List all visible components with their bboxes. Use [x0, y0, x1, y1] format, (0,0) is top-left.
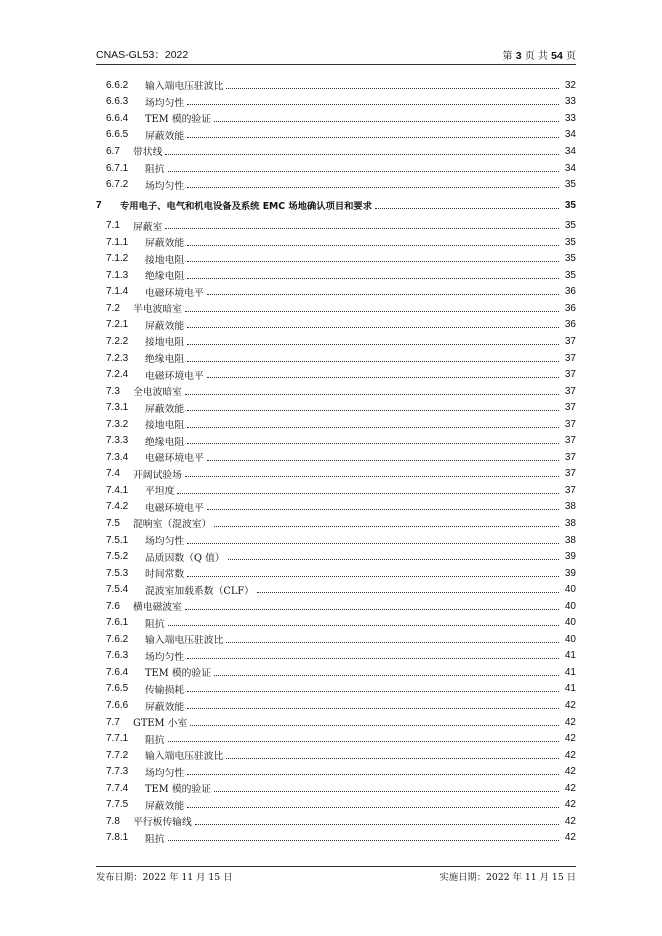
toc-entry[interactable] [96, 681, 576, 698]
toc-entry-number: 7.6.1 [106, 617, 129, 629]
toc-entry-page: 42 [564, 815, 576, 827]
toc-leader-dots [190, 725, 559, 726]
toc-leader-dots [187, 443, 559, 444]
toc-leader-dots [187, 658, 559, 659]
toc-entry-page: 33 [564, 112, 576, 124]
toc-entry[interactable] [96, 250, 576, 267]
toc-entry-number: 7.6.2 [106, 633, 129, 645]
toc-entry[interactable] [96, 143, 576, 160]
toc-entry-title: 阻抗 [145, 618, 165, 630]
toc-entry[interactable] [96, 515, 576, 532]
toc-entry[interactable] [96, 317, 576, 334]
toc-entry-page: 41 [564, 683, 576, 695]
toc-entry-title: 绝缘电阻 [145, 271, 185, 283]
toc-entry-number: 7.5 [106, 517, 120, 529]
toc-entry-number: 7.2.4 [106, 369, 129, 381]
page-current: 3 [515, 50, 522, 62]
toc-entry[interactable] [96, 499, 576, 516]
toc-leader-dots [168, 171, 559, 172]
toc-entry-number: 7.1.4 [106, 286, 129, 298]
toc-entry-page: 32 [564, 79, 576, 91]
toc-entry-page: 40 [564, 617, 576, 629]
toc-entry-title: 屏蔽效能 [145, 701, 185, 713]
toc-entry[interactable] [96, 234, 576, 251]
toc-entry-number: 6.7.2 [106, 179, 129, 191]
toc-entry[interactable] [96, 300, 576, 317]
toc-entry-page: 39 [564, 551, 576, 563]
toc-entry-number: 7.2.2 [106, 335, 129, 347]
toc-entry-number: 6.7 [106, 145, 120, 157]
toc-entry-number: 6.6.4 [106, 112, 129, 124]
toc-leader-dots [187, 708, 559, 709]
toc-entry-title: 绝缘电阻 [145, 354, 185, 366]
toc-entry-number: 7.2.1 [106, 319, 129, 331]
toc-entry[interactable] [96, 664, 576, 681]
toc-leader-dots [187, 807, 559, 808]
toc-leader-dots [187, 410, 559, 411]
toc-entry-page: 37 [564, 402, 576, 414]
toc-entry[interactable] [96, 267, 576, 284]
toc-leader-dots [228, 559, 559, 560]
toc-entry-title: 输入端电压驻波比 [145, 81, 224, 93]
toc-leader-dots [187, 691, 559, 692]
toc-entry-title: 时间常数 [145, 569, 185, 581]
toc-leader-dots [168, 840, 559, 841]
toc-entry-number: 7.7.5 [106, 799, 129, 811]
toc-entry-number: 6.6.3 [106, 96, 129, 108]
toc-entry-number: 7.3.4 [106, 451, 129, 463]
toc-entry[interactable] [96, 813, 576, 830]
toc-entry-title: 电磁环境电平 [145, 502, 204, 514]
toc-entry-page: 38 [564, 517, 576, 529]
toc-entry[interactable] [96, 830, 576, 847]
toc-entry-page: 41 [564, 666, 576, 678]
toc-entry-page: 34 [564, 129, 576, 141]
toc-entry-number: 7.7.3 [106, 766, 129, 778]
toc-entry-page: 37 [564, 335, 576, 347]
toc-entry-page: 42 [564, 766, 576, 778]
toc-entry-title: 场均匀性 [145, 536, 185, 548]
toc-entry-number: 7.7.1 [106, 733, 129, 745]
page-indicator [503, 47, 576, 62]
toc-entry-page: 35 [564, 253, 576, 265]
toc-entry-page: 34 [564, 162, 576, 174]
toc-entry[interactable] [96, 160, 576, 177]
page-header [96, 44, 576, 65]
toc-entry-page: 34 [564, 145, 576, 157]
toc-entry-page: 37 [564, 385, 576, 397]
toc-leader-dots [185, 311, 559, 312]
toc-entry-title: 接地电阻 [145, 420, 185, 432]
toc-leader-dots [187, 344, 559, 345]
toc-entry[interactable] [96, 127, 576, 144]
toc-leader-dots [214, 526, 559, 527]
toc-leader-dots [207, 509, 559, 510]
toc-leader-dots [187, 774, 559, 775]
toc-entry[interactable] [96, 284, 576, 301]
toc-entry-page: 35 [564, 179, 576, 191]
toc-leader-dots [214, 675, 559, 676]
toc-entry[interactable] [96, 482, 576, 499]
toc-entry[interactable] [96, 648, 576, 665]
toc-entry-title: 接地电阻 [145, 254, 185, 266]
toc-entry-title: 屏蔽效能 [145, 403, 185, 415]
toc-entry-number: 7.4.2 [106, 501, 129, 513]
toc-entry[interactable] [96, 399, 576, 416]
toc-entry-number: 7.1.1 [106, 236, 129, 248]
toc-entry-title: 场均匀性 [145, 767, 185, 779]
toc-entry-title: 阻抗 [145, 164, 165, 175]
toc-leader-dots [165, 228, 559, 229]
toc-leader-dots [187, 361, 559, 362]
toc-entry[interactable] [96, 366, 576, 383]
toc-entry-number: 7.4.1 [106, 484, 129, 496]
toc-entry-title: 混波室加载系数（CLF） [145, 585, 254, 597]
page-total: 54 [551, 50, 563, 62]
toc-entry-number: 7.2 [106, 302, 120, 314]
toc-entry-title: 阻抗 [145, 833, 165, 845]
toc-entry-title: 屏蔽效能 [145, 130, 185, 142]
toc-entry-number: 7.1.3 [106, 269, 129, 281]
toc-entry-number: 7.7 [106, 716, 120, 728]
toc-entry-title: 屏蔽效能 [145, 238, 185, 250]
toc-entry-title: 带状线 [133, 147, 163, 159]
toc-entry-title: 场均匀性 [145, 97, 185, 109]
toc-entry[interactable] [96, 217, 576, 234]
toc-entry-title: 阻抗 [145, 734, 165, 746]
toc-leader-dots [185, 609, 559, 610]
toc-entry-title: GTEM 小室 [133, 718, 188, 730]
toc-entry-title: 全电波暗室 [133, 387, 182, 399]
toc-entry[interactable] [96, 532, 576, 549]
toc-entry-page: 35 [564, 269, 576, 281]
toc-entry-number: 7.3.3 [106, 435, 129, 447]
toc-entry-title: TEM 模的验证 [145, 668, 212, 680]
toc-entry[interactable] [96, 631, 576, 648]
toc-entry-title: 电磁环境电平 [145, 453, 204, 465]
toc-entry-title: 输入端电压驻波比 [145, 635, 224, 647]
toc-entry-title: 电磁环境电平 [145, 370, 204, 382]
toc-entry-page: 42 [564, 716, 576, 728]
toc-leader-dots [257, 592, 559, 593]
toc-entry-number: 6.6.5 [106, 129, 129, 141]
toc-entry-number: 7.1.2 [106, 253, 129, 265]
toc-leader-dots [187, 187, 559, 188]
page-prefix: 第 [502, 51, 513, 62]
toc-entry-page: 33 [564, 96, 576, 108]
toc-entry-page: 37 [564, 369, 576, 381]
toc-entry-page: 42 [564, 733, 576, 745]
toc-leader-dots [226, 642, 559, 643]
page-footer [96, 866, 576, 883]
toc-entry-number: 7.6.5 [106, 683, 129, 695]
toc-entry[interactable] [96, 197, 576, 214]
toc-entry-page: 37 [564, 468, 576, 480]
toc-entry-number: 6.6.2 [106, 79, 129, 91]
toc-entry[interactable] [96, 615, 576, 632]
toc-leader-dots [168, 625, 559, 626]
toc-entry-page: 40 [564, 600, 576, 612]
toc-entry-page: 37 [564, 435, 576, 447]
toc-entry[interactable] [96, 548, 576, 565]
toc-entry[interactable] [96, 730, 576, 747]
toc-entry-title: 绝缘电阻 [145, 436, 185, 448]
toc-entry-title: 输入端电压驻波比 [145, 751, 224, 763]
toc-entry-title: 传输损耗 [145, 684, 185, 696]
toc-entry[interactable] [96, 449, 576, 466]
toc-leader-dots [375, 208, 559, 209]
toc-entry-number: 7.6.6 [106, 700, 129, 711]
toc-leader-dots [168, 741, 559, 742]
toc-entry[interactable] [96, 383, 576, 400]
toc-entry-number: 7.6.3 [106, 650, 129, 662]
toc-entry-page: 35 [564, 220, 576, 232]
effective-date: 实施日期：2022 年 11 月 15 日 [439, 872, 576, 883]
toc-entry-title: 混响室（混波室） [133, 519, 212, 531]
toc-entry-page: 42 [564, 832, 576, 844]
toc-entry[interactable] [96, 581, 576, 598]
toc-leader-dots [187, 327, 559, 328]
toc-entry-title: 屏蔽效能 [145, 800, 185, 812]
toc-entry-page: 36 [564, 319, 576, 331]
toc-entry-title: 平行板传输线 [133, 817, 192, 829]
toc-entry-title: 平坦度 [145, 486, 175, 498]
toc-entry-number: 7.6.4 [106, 666, 129, 678]
toc-entry-number: 7.3.1 [106, 402, 129, 414]
toc-entry[interactable] [96, 110, 576, 127]
toc-entry-page: 42 [564, 749, 576, 761]
toc-leader-dots [207, 377, 559, 378]
toc-entry-page: 37 [564, 451, 576, 463]
toc-entry-number: 7.1 [106, 220, 120, 232]
toc-entry[interactable] [96, 598, 576, 615]
toc-entry-page: 42 [564, 799, 576, 811]
toc-entry[interactable] [96, 797, 576, 814]
toc-entry-page: 40 [564, 633, 576, 645]
toc-leader-dots [177, 493, 559, 494]
toc-entry-number: 7.8 [106, 815, 120, 827]
toc-entry-title: 开阔试验场 [133, 469, 182, 481]
toc-entry-page: 40 [564, 584, 576, 596]
toc-entry-title: 电磁环境电平 [145, 287, 204, 299]
toc-leader-dots [226, 88, 559, 89]
toc-entry-page: 36 [564, 302, 576, 314]
toc-entry-title: TEM 模的验证 [145, 784, 212, 796]
toc-entry-page: 42 [564, 782, 576, 794]
toc-entry-page: 37 [564, 484, 576, 496]
toc-entry-title: 屏蔽效能 [145, 320, 185, 332]
toc-entry-title: 半电波暗室 [133, 304, 182, 316]
toc-entry-page: 38 [564, 501, 576, 513]
toc-leader-dots [187, 245, 559, 246]
toc-entry-title: 品质因数（Q 值） [145, 552, 225, 564]
toc-entry[interactable] [96, 77, 576, 94]
toc-entry-title: 场均匀性 [145, 651, 185, 663]
toc-entry-title: 接地电阻 [145, 337, 185, 349]
page-mid: 页 共 [524, 51, 548, 62]
toc-entry[interactable] [96, 333, 576, 350]
toc-entry[interactable] [96, 763, 576, 780]
doc-id: CNAS-GL53：2022 [96, 49, 189, 61]
toc-entry-title: 横电磁波室 [133, 602, 182, 614]
toc-leader-dots [187, 427, 559, 428]
toc-entry-title: 专用电子、电气和机电设备及系统 EMC 场地确认项目和要求 [120, 201, 373, 213]
toc-entry-page: 38 [564, 534, 576, 546]
toc-leader-dots [214, 791, 559, 792]
table-of-contents [96, 77, 576, 846]
page-suffix: 页 [566, 51, 576, 62]
toc-entry[interactable] [96, 780, 576, 797]
toc-entry[interactable] [96, 697, 576, 714]
toc-leader-dots [187, 261, 559, 262]
toc-leader-dots [226, 758, 559, 759]
toc-entry-number: 7.7.2 [106, 749, 129, 761]
toc-entry[interactable] [96, 747, 576, 764]
toc-entry-page: 37 [564, 352, 576, 364]
toc-entry-number: 7.4 [106, 468, 120, 480]
toc-entry-page: 41 [564, 650, 576, 662]
toc-leader-dots [207, 294, 559, 295]
toc-entry-number: 7.3.2 [106, 418, 129, 430]
toc-entry-title: TEM 模的验证 [145, 114, 212, 126]
toc-entry[interactable] [96, 714, 576, 731]
toc-entry-page: 39 [564, 567, 576, 579]
toc-entry[interactable] [96, 350, 576, 367]
publish-date: 发布日期：2022 年 11 月 15 日 [96, 872, 233, 883]
toc-leader-dots [214, 121, 559, 122]
toc-entry-title: 屏蔽室 [133, 221, 163, 233]
toc-entry-number: 6.7.1 [106, 162, 129, 174]
toc-entry-page: 35 [564, 236, 576, 248]
toc-entry-number: 7.3 [106, 385, 120, 397]
toc-entry-number: 7.5.2 [106, 551, 129, 563]
toc-entry-title: 场均匀性 [145, 180, 185, 192]
toc-entry-number: 7.2.3 [106, 352, 129, 364]
toc-leader-dots [187, 543, 559, 544]
toc-entry-number: 7.5.1 [106, 534, 129, 546]
toc-leader-dots [195, 824, 559, 825]
toc-entry-number: 7.5.4 [106, 584, 129, 596]
toc-entry-page: 37 [564, 418, 576, 430]
toc-entry-number: 7.8.1 [106, 832, 129, 844]
toc-entry[interactable] [96, 94, 576, 111]
toc-leader-dots [187, 137, 559, 138]
toc-leader-dots [187, 576, 559, 577]
toc-leader-dots [185, 394, 559, 395]
toc-entry[interactable] [96, 176, 576, 193]
toc-leader-dots [187, 278, 559, 279]
toc-leader-dots [187, 104, 559, 105]
toc-entry-number: 7.7.4 [106, 782, 129, 794]
toc-entry-page: 36 [564, 286, 576, 298]
toc-entry-number: 7 [96, 199, 102, 211]
toc-entry[interactable] [96, 466, 576, 483]
toc-entry[interactable] [96, 565, 576, 582]
toc-entry-number: 7.5.3 [106, 567, 129, 579]
toc-leader-dots [185, 476, 559, 477]
toc-entry[interactable] [96, 432, 576, 449]
toc-entry-page: 35 [564, 199, 576, 211]
toc-entry[interactable] [96, 416, 576, 433]
toc-entry-page: 42 [564, 700, 576, 711]
toc-leader-dots [165, 154, 559, 155]
toc-entry-number: 7.6 [106, 600, 120, 612]
toc-leader-dots [207, 460, 559, 461]
